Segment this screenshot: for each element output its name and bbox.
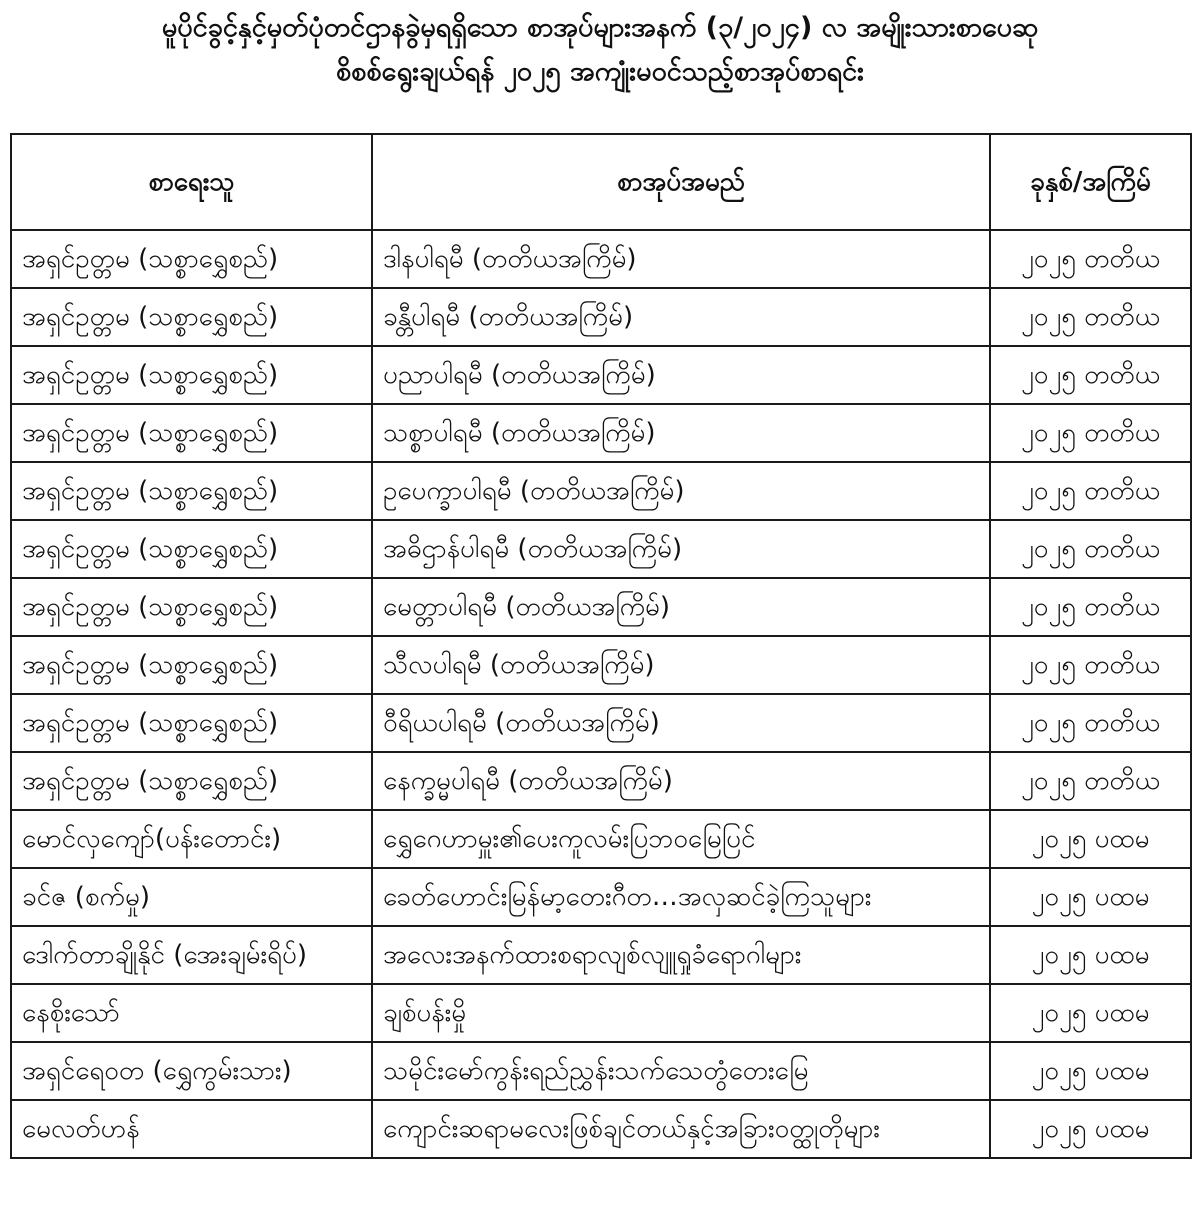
edition-cell: ၂၀၂၅ တတိယ [990, 752, 1191, 810]
edition-cell: ၂၀၂၅ တတိယ [990, 462, 1191, 520]
book-title-cell: အဓိဌာန်ပါရမီ (တတိယအကြိမ်) [372, 520, 990, 578]
table-row [11, 868, 1191, 926]
table-row [11, 636, 1191, 694]
author-cell: မေလတ်ဟန် [11, 1100, 372, 1158]
author-cell: အရှင်ဥတ္တမ (သစ္စာရွှေစည်) [11, 694, 372, 752]
table-row [11, 520, 1191, 578]
book-title-cell: သမိုင်းမော်ကွန်းရည်ညွှန်းသက်သေတွံတေးမြေ [372, 1042, 990, 1100]
header-book-title: စာအုပ်အမည် [372, 134, 990, 230]
book-list-table [10, 133, 1192, 1159]
table-row [11, 1042, 1191, 1100]
table-body [11, 230, 1191, 1158]
table-row [11, 404, 1191, 462]
table-header-row [11, 134, 1191, 230]
book-title-cell: ခေတ်ဟောင်းမြန်မာ့တေးဂီတ…အလှဆင်ခဲ့ကြသူများ [372, 868, 990, 926]
author-cell: အရှင်ဥတ္တမ (သစ္စာရွှေစည်) [11, 462, 372, 520]
table-row [11, 694, 1191, 752]
book-title-cell: သစ္စာပါရမီ (တတိယအကြိမ်) [372, 404, 990, 462]
table-row [11, 230, 1191, 288]
table-row [11, 1100, 1191, 1158]
book-title-cell: သီလပါရမီ (တတိယအကြိမ်) [372, 636, 990, 694]
book-title-cell: ဝီရိယပါရမီ (တတိယအကြိမ်) [372, 694, 990, 752]
edition-cell: ၂၀၂၅ တတိယ [990, 404, 1191, 462]
book-title-cell: အလေးအနက်ထားစရာလျစ်လျူရှုခံရောဂါများ [372, 926, 990, 984]
table-row [11, 346, 1191, 404]
header-author: စာရေးသူ [11, 134, 372, 230]
book-title-cell: ကျောင်းဆရာမလေးဖြစ်ချင်တယ်နှင့်အခြားဝတ္ထုတိုများ [372, 1100, 990, 1158]
author-cell: အရှင်ဥတ္တမ (သစ္စာရွှေစည်) [11, 404, 372, 462]
book-title-cell: ရွှေဂေဟာမှူး၏ပေးကူလမ်းပြဘဝမြေပြင် [372, 810, 990, 868]
book-title-cell: ဒါနပါရမီ (တတိယအကြိမ်) [372, 230, 990, 288]
book-title-cell: ချစ်ပန်းမှို [372, 984, 990, 1042]
author-cell: နေစိုးသော် [11, 984, 372, 1042]
book-title-cell: ဥပေက္ခာပါရမီ (တတိယအကြိမ်) [372, 462, 990, 520]
edition-cell: ၂၀၂၅ တတိယ [990, 694, 1191, 752]
book-title-cell: နေက္ခမ္မပါရမီ (တတိယအကြိမ်) [372, 752, 990, 810]
author-cell: အရှင်ဥတ္တမ (သစ္စာရွှေစည်) [11, 288, 372, 346]
author-cell: ဒေါက်တာချိုနိုင် (အေးချမ်းရိပ်) [11, 926, 372, 984]
author-cell: အရှင်ဥတ္တမ (သစ္စာရွှေစည်) [11, 520, 372, 578]
author-cell: အရှင်ဥတ္တမ (သစ္စာရွှေစည်) [11, 636, 372, 694]
edition-cell: ၂၀၂၅ တတိယ [990, 636, 1191, 694]
table-row [11, 288, 1191, 346]
edition-cell: ၂၀၂၅ ပထမ [990, 1100, 1191, 1158]
book-title-cell: ပညာပါရမီ (တတိယအကြိမ်) [372, 346, 990, 404]
document-title [0, 0, 1200, 94]
author-cell: အရှင်ဥတ္တမ (သစ္စာရွှေစည်) [11, 346, 372, 404]
author-cell: အရှင်ရေဝတ (ရွှေကွမ်းသား) [11, 1042, 372, 1100]
book-title-cell: မေတ္တာပါရမီ (တတိယအကြိမ်) [372, 578, 990, 636]
table-row [11, 984, 1191, 1042]
table-row [11, 752, 1191, 810]
author-cell: အရှင်ဥတ္တမ (သစ္စာရွှေစည်) [11, 230, 372, 288]
edition-cell: ၂၀၂၅ ပထမ [990, 984, 1191, 1042]
header-year-edition: ခုနှစ်/အကြိမ် [990, 134, 1191, 230]
edition-cell: ၂၀၂၅ ပထမ [990, 810, 1191, 868]
edition-cell: ၂၀၂၅ တတိယ [990, 288, 1191, 346]
table-row [11, 926, 1191, 984]
author-cell: ခင်ဇ (စက်မှု) [11, 868, 372, 926]
edition-cell: ၂၀၂၅ ပထမ [990, 868, 1191, 926]
edition-cell: ၂၀၂၅ တတိယ [990, 578, 1191, 636]
edition-cell: ၂၀၂၅ တတိယ [990, 520, 1191, 578]
edition-cell: ၂၀၂၅ တတိယ [990, 230, 1191, 288]
edition-cell: ၂၀၂၅ ပထမ [990, 1042, 1191, 1100]
table-row [11, 578, 1191, 636]
title-line-2: စိစစ်ရွေးချယ်ရန် ၂၀၂၅ အကျုံးမဝင်သည့်စာအုပ်စာရင်း [335, 56, 865, 87]
title-line-1: မူပိုင်ခွင့်နှင့်မှတ်ပုံတင်ဌာနခွဲမှရရှိသော စာအုပ်များအနက် (၃/၂၀၂၄) လ အမျိုးသားစာပေဆု [161, 12, 1039, 43]
edition-cell: ၂၀၂၅ တတိယ [990, 346, 1191, 404]
table-row [11, 810, 1191, 868]
book-title-cell: ခန္တီပါရမီ (တတိယအကြိမ်) [372, 288, 990, 346]
edition-cell: ၂၀၂၅ ပထမ [990, 926, 1191, 984]
author-cell: အရှင်ဥတ္တမ (သစ္စာရွှေစည်) [11, 578, 372, 636]
author-cell: အရှင်ဥတ္တမ (သစ္စာရွှေစည်) [11, 752, 372, 810]
table-row [11, 462, 1191, 520]
author-cell: မောင်လှကျော်(ပန်းတောင်း) [11, 810, 372, 868]
